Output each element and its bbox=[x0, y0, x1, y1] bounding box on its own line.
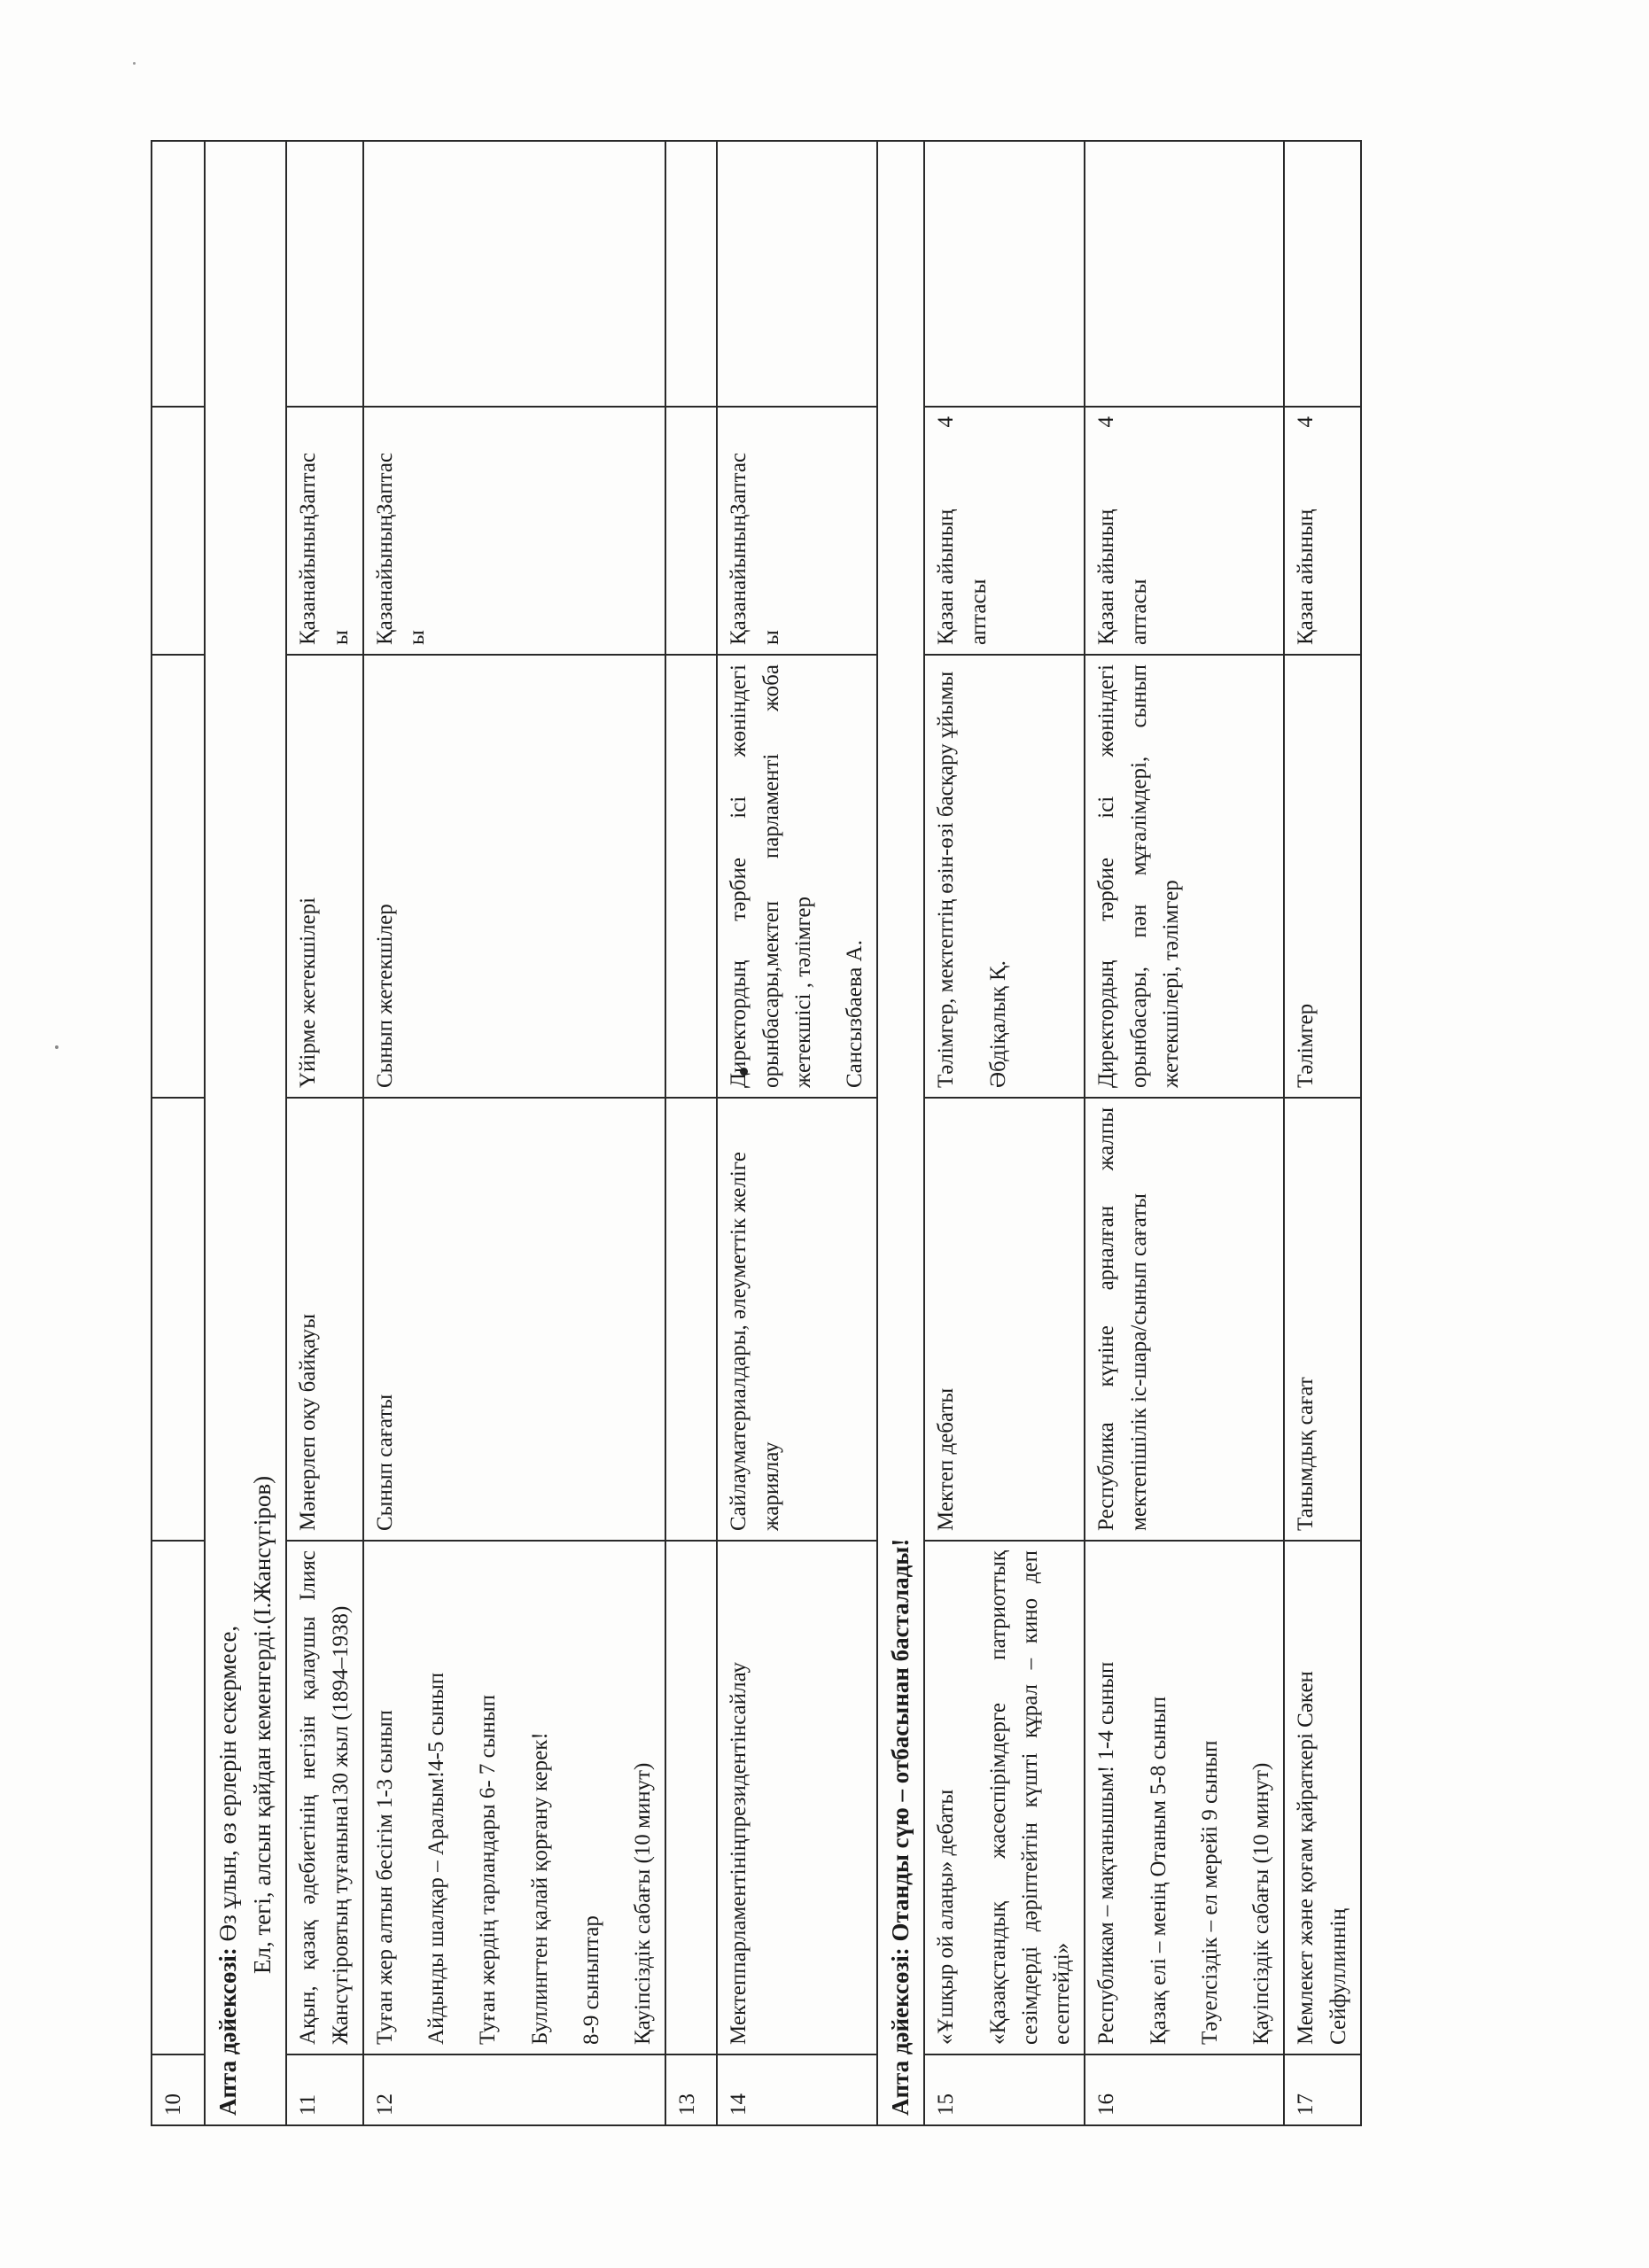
responsible-cell bbox=[1284, 655, 1361, 1098]
date-cell bbox=[665, 407, 717, 655]
date-line: аптасы bbox=[966, 579, 991, 645]
event-line: Қауіпсіздік сабағы (10 минут) bbox=[1249, 1762, 1274, 2045]
cell bbox=[152, 1541, 205, 2054]
note-cell bbox=[363, 141, 666, 407]
event-cell bbox=[286, 1541, 363, 2054]
week-quote-row bbox=[205, 141, 286, 2125]
form-cell: Мәнерлеп оқу байқауы bbox=[286, 1098, 363, 1541]
table-row bbox=[1085, 141, 1284, 2125]
row-number: 16 bbox=[1085, 2054, 1284, 2125]
date-line: ҚазанайыныңЗаптас bbox=[727, 452, 751, 645]
plan-table bbox=[151, 140, 1362, 2126]
event-line: Айдынды шалқар – Аралым!4-5 сынып bbox=[424, 1672, 449, 2045]
table-row bbox=[717, 141, 877, 2125]
date-line: ы bbox=[328, 630, 353, 645]
week-quote-row bbox=[877, 141, 924, 2125]
week-quote-line2: Ел, тегі, алсын қайдан кеменгерді.(І.Жансүгіров) bbox=[249, 1475, 276, 1974]
form-cell: Республика күніне арналған жалпы мектепішілік іс-шара/сынып сағаты bbox=[1085, 1098, 1284, 1541]
event-line: «Ұшқыр ой алаңы» дебаты bbox=[934, 1789, 959, 2045]
scan-speck bbox=[55, 1045, 58, 1049]
responsible-cell bbox=[924, 655, 1085, 1098]
event-line: Қауіпсіздік сабағы (10 минут) bbox=[631, 1762, 656, 2045]
date-month: Қазан айының bbox=[934, 509, 959, 645]
responsible-line: Сансызбаева А. bbox=[843, 940, 867, 1088]
date-line bbox=[930, 416, 962, 645]
cell bbox=[152, 655, 205, 1098]
date-line: ы bbox=[758, 630, 783, 645]
form-cell: Сайлауматериалдары, әлеуметтік желіге жариялау bbox=[717, 1098, 877, 1541]
note-cell bbox=[717, 141, 877, 407]
cell bbox=[152, 141, 205, 407]
responsible-line: Тәлімгер bbox=[1294, 1003, 1318, 1088]
event-line: «Қазақстандық жасөспірімдерге патриоттық сезімдерді дәріптейтін күшті құрал – кино деп есептейді» bbox=[985, 1550, 1075, 2045]
date-cell bbox=[924, 407, 1085, 655]
table-row bbox=[665, 141, 717, 2125]
week-quote-line1: Өз ұлын, өз ерлерін ескермесе, bbox=[214, 1625, 241, 1948]
event-line: Қазақ елі – менің Отаным 5-8 сынып bbox=[1146, 1696, 1171, 2045]
event-cell bbox=[924, 1541, 1085, 2054]
date-week-number: 4 bbox=[1094, 416, 1119, 428]
responsible-cell bbox=[286, 655, 363, 1098]
date-line bbox=[1290, 416, 1322, 645]
note-cell bbox=[286, 141, 363, 407]
table-row bbox=[286, 141, 363, 2125]
date-line: ҚазанайыныңЗаптас bbox=[296, 452, 321, 645]
date-cell bbox=[1085, 407, 1284, 655]
responsible-line: Директордың тәрбие ісі жөніндегі орынбасары, пән мұғалімдері, сынып жетекшілері, тәлімгер bbox=[1094, 664, 1183, 1088]
responsible-line: Әбдіқалық Қ. bbox=[985, 960, 1010, 1088]
form-cell: Сынып сағаты bbox=[363, 1098, 666, 1541]
responsible-cell bbox=[665, 655, 717, 1098]
form-cell: Танымдық сағат bbox=[1284, 1098, 1361, 1541]
event-cell bbox=[717, 1541, 877, 2054]
event-line: Буллингтен қалай қорғану керек! bbox=[527, 1732, 552, 2045]
form-cell: Мектеп дебаты bbox=[924, 1098, 1085, 1541]
event-line: 8-9 сыныптар bbox=[579, 1915, 603, 2045]
date-cell bbox=[1284, 407, 1361, 655]
table-row bbox=[152, 141, 205, 2125]
event-line: Ақын, қазақ әдебиетінің негізін қалаушы Ілияс Жансүгіровтың туғанына130 жыл (1894–1938) bbox=[296, 1550, 353, 2045]
responsible-cell bbox=[717, 655, 877, 1098]
event-cell bbox=[1085, 1541, 1284, 2054]
event-cell bbox=[1284, 1541, 1361, 2054]
note-cell bbox=[924, 141, 1085, 407]
responsible-line: Директордың тәрбие ісі жөніндегі орынбасары,мектеп парламенті жоба жетекшісі , тәлімгер bbox=[727, 664, 815, 1088]
row-number: 14 bbox=[717, 2054, 877, 2125]
date-line: ҚазанайыныңЗаптас bbox=[372, 452, 397, 645]
note-cell bbox=[1085, 141, 1284, 407]
event-line: Республикам – мақтанышым! 1-4 сынып bbox=[1094, 1661, 1119, 2045]
row-number: 12 bbox=[363, 2054, 666, 2125]
date-week-number: 4 bbox=[934, 416, 959, 428]
event-cell bbox=[363, 1541, 666, 2054]
table-row bbox=[1284, 141, 1361, 2125]
responsible-line: Сынып жетекшілер bbox=[372, 904, 397, 1088]
date-line: ы bbox=[405, 630, 430, 645]
event-line: Тәуелсіздік – ел мерейі 9 сынып bbox=[1197, 1740, 1222, 2045]
date-cell bbox=[363, 407, 666, 655]
week-quote bbox=[205, 141, 286, 2125]
date-month: Қазан айының bbox=[1294, 509, 1318, 645]
event-cell bbox=[665, 1541, 717, 2054]
table-row bbox=[363, 141, 666, 2125]
event-line: Туған жер алтын бесігім 1-3 сынып bbox=[372, 1710, 397, 2045]
form-cell bbox=[665, 1098, 717, 1541]
event-line: Мемлекет және қоғам қайраткері Сәкен Сейфуллиннің bbox=[1294, 1671, 1350, 2045]
rotated-table-wrapper bbox=[151, 142, 1644, 2126]
row-number: 17 bbox=[1284, 2054, 1361, 2125]
responsible-cell bbox=[1085, 655, 1284, 1098]
date-cell bbox=[717, 407, 877, 655]
date-week-number: 4 bbox=[1294, 416, 1318, 428]
date-cell bbox=[286, 407, 363, 655]
responsible-line: Үйірме жетекшілері bbox=[296, 897, 321, 1088]
row-number: 13 bbox=[665, 2054, 717, 2125]
table-row bbox=[924, 141, 1085, 2125]
event-line: Мектеппарламентініңпрезидентінсайлау bbox=[727, 1662, 751, 2045]
event-line: Туған жердің тарландары 6- 7 сынып bbox=[476, 1694, 501, 2045]
scan-speck bbox=[133, 62, 136, 65]
week-quote: Апта дәйексөзі: Отанды сүю – отбасынан басталады! bbox=[877, 141, 924, 2125]
week-quote-label: Апта дәйексөзі: bbox=[214, 1947, 241, 2116]
cell bbox=[152, 1098, 205, 1541]
responsible-line: Тәлімгер, мектептің өзін-өзі басқару ұйымы bbox=[934, 671, 959, 1088]
note-cell bbox=[1284, 141, 1361, 407]
date-line bbox=[1091, 416, 1123, 645]
row-number: 11 bbox=[286, 2054, 363, 2125]
date-month: Қазан айының bbox=[1094, 509, 1119, 645]
cell bbox=[152, 407, 205, 655]
row-number: 15 bbox=[924, 2054, 1085, 2125]
note-cell bbox=[665, 141, 717, 407]
date-line: аптасы bbox=[1126, 579, 1151, 645]
responsible-cell bbox=[363, 655, 666, 1098]
row-number: 10 bbox=[152, 2054, 205, 2125]
